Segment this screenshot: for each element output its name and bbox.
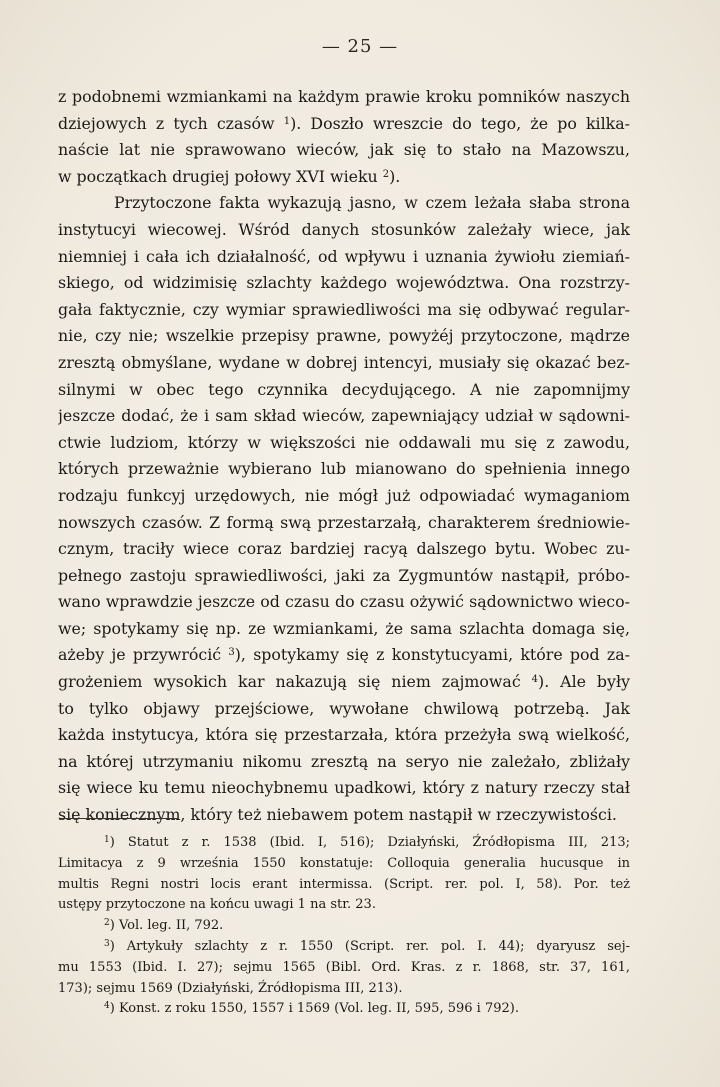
footnote-ref: 2	[382, 168, 390, 180]
footnote-line	[58, 999, 630, 1020]
text-line: z podobnemi wzmiankami na każdym prawie kroku pomników naszych	[58, 87, 630, 106]
footnote-text: ) Statut z r. 1538 (Ibid. I, 516); Działyński, Źródłopisma III, 213;	[109, 835, 630, 850]
footnote-line	[58, 833, 630, 854]
text-segment: ). Doszło wreszcie do tego, że po kilka-	[290, 113, 630, 133]
footnote-text: ) Artykuły szlachty z r. 1550 (Script. rer. pol. I. 44); dyaryusz sej-	[109, 938, 630, 954]
footnote-ref: 4	[531, 674, 539, 686]
footnote-mark: 4	[104, 1001, 110, 1012]
text-line: niemniej i cała ich działalność, od wpływu i uznania żywiołu ziemiań-	[58, 246, 630, 266]
footnote-divider	[60, 818, 178, 819]
footnote-mark: 1	[104, 835, 110, 845]
text-line: cznym, traciły wiece coraz bardziej racyą dalszego bytu. Wobec zu-	[58, 539, 630, 559]
text-line: gała faktycznie, czy wymiar sprawiedliwości ma się odbywać regular-	[58, 299, 630, 319]
main-text	[58, 84, 630, 829]
text-line: na której utrzymaniu nikomu zresztą na seryo nie zależało, zbliżały	[58, 751, 630, 771]
text-line: Przytoczone fakta wykazują jasno, w czem leżała słaba strona	[114, 193, 630, 213]
text-line: instytucyi wiecowej. Wśród danych stosunków zależały wiece, jak	[58, 219, 630, 239]
text-line: silnymi w obec tego czynnika decydującego. A nie zapomnijmy	[58, 379, 630, 399]
text-segment: grożeniem wysokich kar nakazują się niem zajmować	[58, 672, 532, 692]
footnote-line	[58, 937, 630, 958]
footnote-line: 173); sejmu 1569 (Działyński, Źródłopisma III, 213).	[58, 980, 403, 996]
footnote-line: multis Regni nostri locis erant intermissa. (Script. rer. pol. I, 58). Por. też	[58, 876, 630, 892]
text-line: jeszcze dodać, że i sam skład wieców, zapewniający udział w sądowni-	[58, 406, 630, 426]
text-line: których przeważnie wybierano lub mianowano do spełnienia innego	[58, 459, 630, 479]
text-line: nie, czy nie; wszelkie przepisy prawne, powyżéj przytoczone, mądrze	[58, 326, 630, 346]
footnote-ref: 1	[283, 115, 291, 127]
text-segment: ). Ale były	[538, 672, 630, 692]
footnote-text: ) Vol. leg. II, 792.	[109, 918, 224, 934]
text-line: pełnego zastoju sprawiedliwości, jaki za Zygmuntów nastąpił, próbo-	[58, 565, 630, 585]
text-line: to tylko objawy przejściowe, wywołane chwilową potrzebą. Jak	[58, 698, 630, 718]
footnote-line	[58, 916, 630, 937]
text-line: we; spotykamy się np. ze wzmiankami, że sama szlachta domaga się,	[58, 618, 630, 638]
footnote-line: Limitacya z 9 września 1550 konstatuje: Colloquia generalia hucusque in	[58, 855, 630, 871]
text-line: naście lat nie sprawowano wieców, jak się to stało na Mazowszu,	[58, 140, 630, 160]
text-line: się koniecznym, który też niebawem potem nastąpił w rzeczywistości.	[58, 805, 617, 825]
footnote-mark: 2	[104, 918, 110, 929]
text-line: skiego, od widzimisię szlachty każdego województwa. Ona rozstrzy-	[58, 273, 630, 293]
footnote-line: mu 1553 (Ibid. I. 27); sejmu 1565 (Bibl. Ord. Kras. z r. 1868, str. 37, 161,	[58, 959, 630, 975]
text-line	[58, 111, 630, 138]
text-segment: ażeby je przywrócić	[58, 645, 229, 665]
footnote-text: ) Konst. z roku 1550, 1557 i 1569 (Vol. leg. II, 595, 596 i 792).	[109, 1001, 519, 1017]
footnote-ref: 3	[228, 647, 235, 659]
footnote-mark: 3	[104, 938, 110, 949]
footnotes	[58, 833, 630, 1020]
text-line: się wiece ku temu nieochybnemu upadkowi, który z natury rzeczy stał	[58, 778, 630, 798]
text-line	[58, 164, 630, 191]
footnote-line: ustępy przytoczone na końcu uwagi 1 na str. 23.	[58, 897, 376, 913]
text-line: rodzaju funkcyj urzędowych, nie mógł już odpowiadać wymaganiom	[58, 485, 630, 505]
text-line	[58, 642, 630, 669]
text-segment: dziejowych z tych czasów	[58, 113, 284, 133]
text-line: ctwie ludziom, którzy w większości nie oddawali mu się z zawodu,	[58, 432, 630, 452]
page-number: — 25 —	[321, 36, 399, 57]
text-segment: ).	[389, 166, 401, 186]
text-line: każda instytucya, która się przestarzała, która przeżyła swą wielkość,	[58, 725, 630, 745]
text-line: zresztą obmyślane, wydane w dobrej intencyi, musiały się okazać bez-	[58, 352, 630, 372]
text-line	[58, 669, 630, 696]
text-segment: w początkach drugiej połowy XVI wieku	[58, 166, 383, 186]
text-line: nowszych czasów. Z formą swą przestarzałą, charakterem średniowie-	[58, 512, 630, 532]
text-line: wano wprawdzie jeszcze od czasu do czasu ożywić sądownictwo wieco-	[58, 592, 630, 612]
text-segment: ), spotykamy się z konstytucyami, które pod za-	[234, 645, 630, 665]
